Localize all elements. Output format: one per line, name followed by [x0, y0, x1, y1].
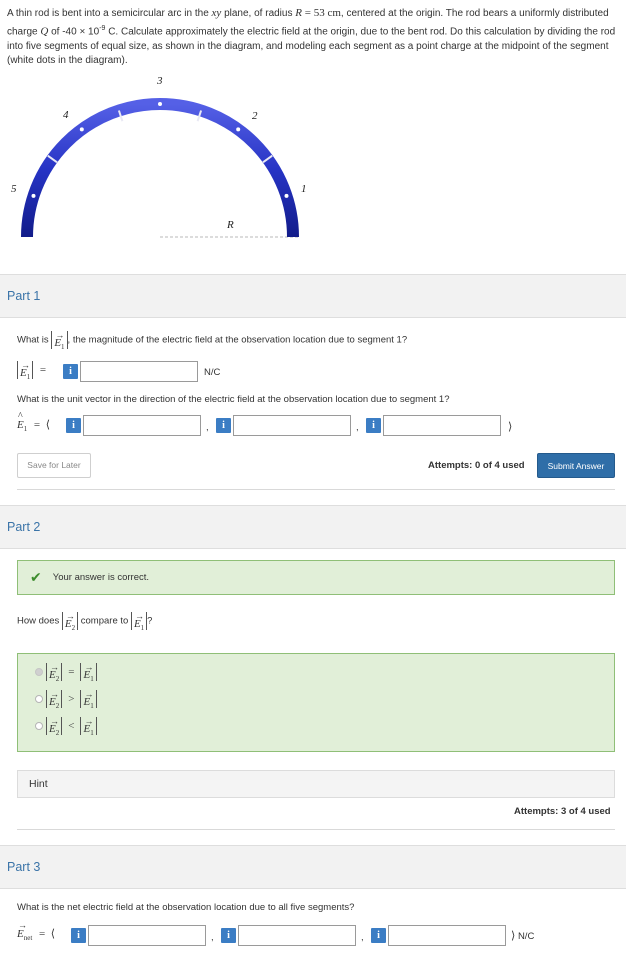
label-segment-4: 4 — [63, 109, 69, 121]
part1-question-2: What is the unit vector in the direction of the electric field at the observation location due to segment 1? — [17, 394, 450, 405]
info-icon[interactable]: i — [216, 418, 231, 433]
radio-selected[interactable] — [35, 668, 43, 676]
label-segment-5: 5 — [11, 183, 17, 195]
hint-button[interactable]: Hint — [17, 770, 615, 798]
rangle: ⟩ — [508, 421, 513, 433]
part2-question: How does → $E_2$ compare to → $E_1$? — [17, 611, 153, 633]
net-field-unit: ⟩ N/C — [511, 930, 535, 942]
magnitude-unit: N/C — [204, 367, 221, 378]
semicircle-rod-diagram — [0, 72, 330, 244]
unit-vector-label: ^ $E_1$ = ⟨ — [17, 411, 51, 434]
part2-header[interactable]: Part 2 — [0, 505, 626, 549]
label-radius: R — [227, 219, 234, 231]
net-field-x-input[interactable] — [88, 925, 206, 946]
segment-5-dot — [32, 194, 36, 198]
save-for-later-button[interactable]: Save for Later — [17, 453, 91, 478]
net-field-label: → $E_{net}$ = ⟨ — [17, 920, 56, 943]
label-segment-1: 1 — [301, 183, 307, 195]
info-icon[interactable]: i — [221, 928, 236, 943]
checkmark-icon: ✔ — [30, 569, 42, 585]
comma: , — [361, 932, 364, 943]
radio[interactable] — [35, 695, 43, 703]
info-icon[interactable]: i — [66, 418, 81, 433]
problem-statement: A thin rod is bent into a semicircular arc in the xy plane, of radius R = 53 cm, centered at the origin. The rod bears a uniformly distributed charge Q of $-40 \times 10^{-9}$ C. Calculate approximately the electric field at the origin, due to the bent rod. Do this calculation by dividing the rod into five segments of equal size, as shown in the diagram, and modeling each segment as a point charge at the midpoint of the segment (white dots in the diagram). — [7, 7, 616, 67]
magnitude-input[interactable] — [80, 361, 198, 382]
comma: , — [206, 422, 209, 433]
comma: , — [356, 422, 359, 433]
part2-attempts: Attempts: 3 of 4 used — [514, 806, 611, 817]
correct-answer-banner: ✔ Your answer is correct. — [17, 560, 615, 595]
submit-answer-button[interactable]: Submit Answer — [537, 453, 615, 478]
label-segment-3: 3 — [157, 75, 163, 87]
net-field-y-input[interactable] — [238, 925, 356, 946]
unit-vector-x-input[interactable] — [83, 415, 201, 436]
part3-header[interactable]: Part 3 — [0, 845, 626, 889]
part1-header[interactable]: Part 1 — [0, 274, 626, 318]
info-icon[interactable]: i — [366, 418, 381, 433]
info-icon[interactable]: i — [371, 928, 386, 943]
part3-question: What is the net electric field at the observation location due to all five segments? — [17, 902, 355, 913]
info-icon[interactable]: i — [71, 928, 86, 943]
unit-vector-z-input[interactable] — [383, 415, 501, 436]
divider — [17, 489, 615, 490]
segment-4-dot — [80, 127, 84, 131]
segment-3-dot — [158, 102, 162, 106]
net-field-z-input[interactable] — [388, 925, 506, 946]
segment-2-dot — [236, 127, 240, 131]
part1-question-1: What is → $E_1$, the magnitude of the electric field at the observation location due to segment 1? — [17, 330, 408, 352]
choice-greater[interactable]: → $E_2$ > → $E_1$ — [35, 690, 97, 708]
label-segment-2: 2 — [252, 110, 258, 122]
unit-vector-y-input[interactable] — [233, 415, 351, 436]
info-icon[interactable]: i — [63, 364, 78, 379]
comma: , — [211, 932, 214, 943]
choice-equal[interactable]: → $E_2$ = → $E_1$ — [35, 663, 97, 681]
divider — [17, 829, 615, 830]
radio[interactable] — [35, 722, 43, 730]
answer-choices — [17, 653, 615, 752]
part1-attempts: Attempts: 0 of 4 used — [428, 460, 525, 471]
choice-less[interactable]: → $E_2$ < → $E_1$ — [35, 717, 97, 735]
part1-magnitude-label: → $E_1$ = — [17, 361, 46, 379]
segment-1-dot — [285, 194, 289, 198]
rod-arc — [27, 104, 293, 237]
